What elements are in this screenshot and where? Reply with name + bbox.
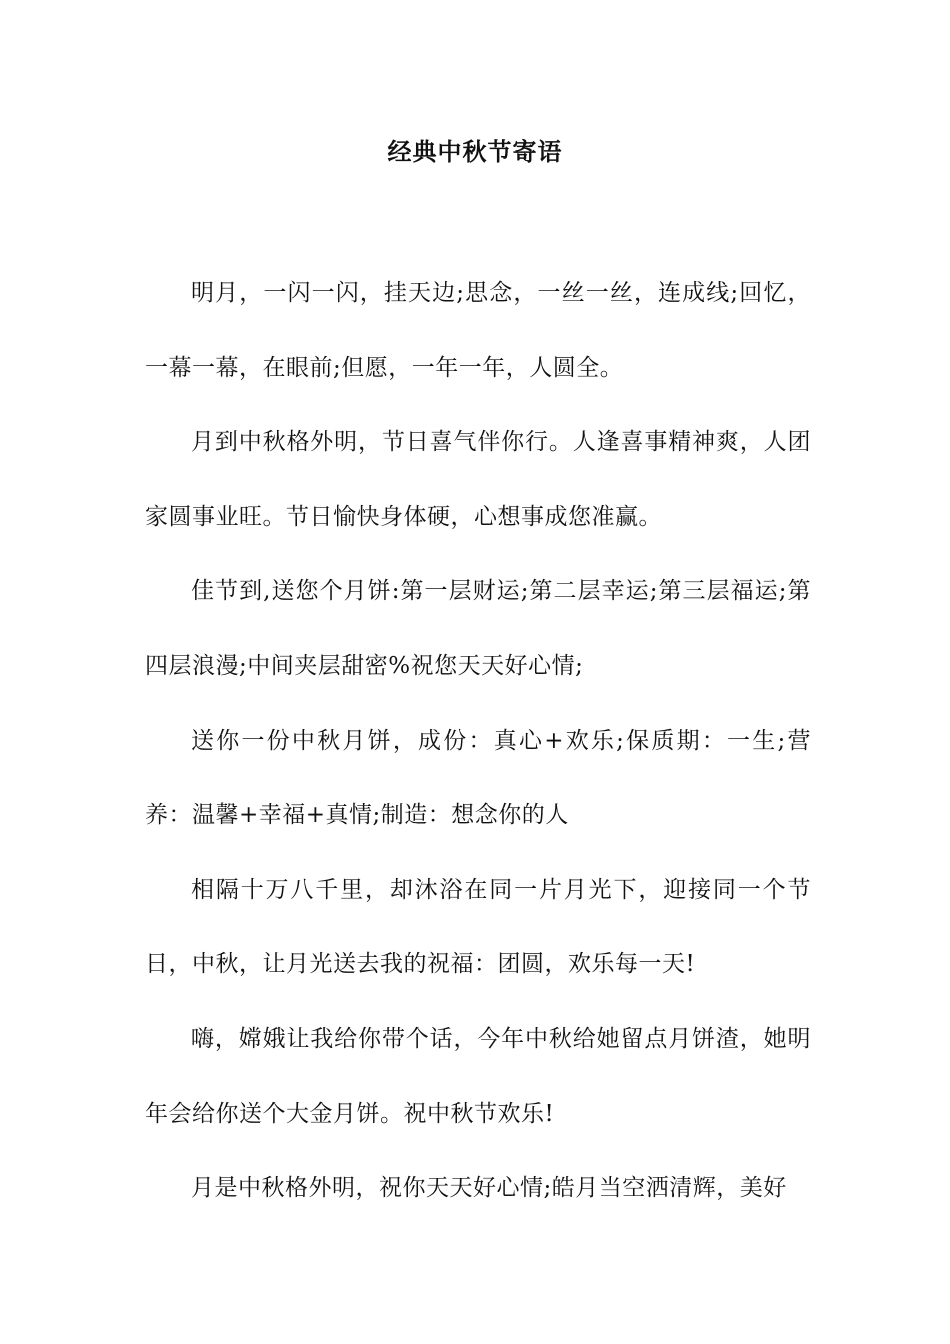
paragraph: 送你一份中秋月饼，成份：真心+欢乐;保质期：一生;营养：温馨+幸福+真情;制造：想念你的人 bbox=[145, 727, 811, 829]
paragraph: 月是中秋格外明，祝你天天好心情;皓月当空洒清辉，美好 bbox=[191, 1175, 787, 1202]
document-body bbox=[145, 256, 811, 1226]
paragraph: 明月，一闪一闪，挂天边;思念，一丝一丝，连成线;回忆，一幕一幕，在眼前;但愿，一年一年，人圆全。 bbox=[145, 280, 811, 381]
paragraph: 嗨，嫦娥让我给你带个话，今年中秋给她留点月饼渣，她明年会给你送个大金月饼。祝中秋节欢乐! bbox=[145, 1025, 811, 1127]
paragraph: 相隔十万八千里，却沐浴在同一片月光下，迎接同一个节日，中秋，让月光送去我的祝福：团圆，欢乐每一天! bbox=[145, 876, 811, 978]
paragraph: 佳节到,送您个月饼:第一层财运;第二层幸运;第三层福运;第四层浪漫;中间夹层甜密%祝您天天好心情; bbox=[145, 578, 811, 679]
paragraph: 月到中秋格外明，节日喜气伴你行。人逢喜事精神爽，人团家圆事业旺。节日愉快身体硬，心想事成您准赢。 bbox=[145, 429, 811, 530]
document-title: 经典中秋节寄语 bbox=[387, 137, 563, 166]
